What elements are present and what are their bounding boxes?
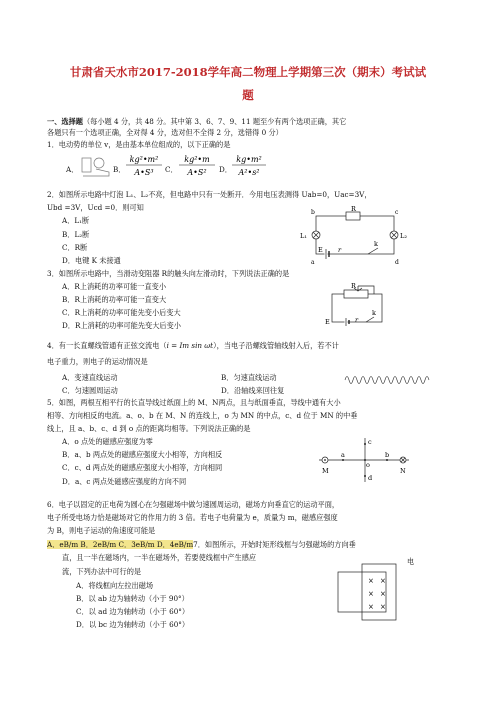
q1-b-numerator: kg²•m² [129, 155, 159, 164]
q3-label-r-rheostat: R [351, 282, 356, 290]
q4-stem-2: 电子重力，则电子的运动情况是 [47, 357, 148, 366]
q2-option-a: A．L₁断 [62, 216, 90, 225]
q5-point-c [364, 443, 366, 445]
q7-stem-a: 7．如图所示，开始时矩形线框与匀强磁场的方向垂 [193, 540, 356, 549]
q3-rheostat-r [344, 290, 368, 298]
q7-stem-c: 电 [407, 557, 415, 566]
q3-option-d: D．R上消耗的功率可能先变大后变小 [62, 321, 181, 330]
q3-option-a: A．R上消耗的功率可能一直变小 [62, 282, 167, 291]
section-instructions [47, 117, 346, 127]
q4-option-c: C．匀速圆周运动 [62, 386, 118, 395]
q2-label-d: d [395, 259, 399, 266]
q6-answer-options: A．eB/m B．2eB/m C．3eB/m D．4eB/m [47, 540, 194, 549]
q3-label-r-internal: r [355, 316, 359, 324]
q2-label-c: c [395, 209, 399, 216]
q4-formula: i = Im sin ωt [166, 341, 214, 350]
q1-d-numerator: kg•m² [236, 155, 262, 164]
q2-label-l1: L₁ [300, 232, 307, 240]
q5-point-b [386, 459, 388, 461]
q2-label-a: a [311, 259, 315, 266]
q2-option-d: D．电键 K 未接通 [62, 256, 121, 265]
q5-option-b: B．a、b 两点处的磁感应强度大小相等，方向相反 [62, 450, 223, 459]
q2-option-c: C．R断 [62, 243, 88, 252]
q7-field-mark-2: × [380, 577, 386, 585]
q6-line3: 为 B，则电子运动的角速度可能是 [47, 526, 156, 535]
q7-option-a: A．将线框向左拉出磁场 [76, 581, 154, 590]
q1-option-c-label: C． [165, 165, 178, 174]
q2-label-r-internal: r [338, 246, 342, 254]
q4-stem-b: ），当电子沿螺线管轴线射入后，若不计 [213, 341, 339, 350]
q2-label-e: E [318, 246, 323, 254]
q4-option-d: D．沿轴线来回往复 [221, 386, 285, 395]
q5-label-a: a [341, 451, 345, 459]
q3-option-c: C．R上消耗的功率可能先变小后变大 [62, 308, 181, 317]
exam-title-line2: 题 [242, 88, 254, 102]
q5-label-d: d [368, 474, 373, 482]
q7-field-mark-3: × [368, 590, 374, 598]
q2-stem-2: Ubd =3V，Ucd =0．则可知 [47, 203, 144, 212]
q5-label-n: N [400, 467, 406, 475]
q4-stem [47, 341, 339, 351]
q2-option-b: B．L₂断 [62, 230, 90, 239]
q6-line2: 电子所受电场力恰是磁场对它的作用力的 3 倍。若电子电荷量为 e，质量为 m，磁感应强度 [47, 513, 338, 522]
q5-point-a [342, 459, 344, 461]
q7-field-mark-4: × [380, 590, 386, 598]
q2-label-k: k [374, 240, 378, 248]
q5-label-o: o [366, 461, 370, 469]
q1-option-d-fraction [230, 153, 268, 179]
q1-d-denominator: A²•s² [238, 168, 260, 177]
q2-label-b: b [311, 209, 315, 216]
q5-option-a: A．o 点处的磁感应强度为零 [62, 437, 153, 446]
q1-option-d-label: D． [219, 165, 232, 174]
q2-switch-k [368, 248, 378, 254]
q7-option-c: C．以 ad 边为轴转动（小于 60°） [76, 607, 190, 616]
q1-option-a-label: A． [66, 165, 79, 174]
q2-label-l2: L₂ [400, 232, 407, 240]
q2-circuit-diagram [296, 205, 412, 266]
exam-title-line1: 甘肃省天水市2017-2018学年高二物理上学期第三次（期末）考试试 [69, 65, 427, 79]
q4-solenoid-coil [345, 377, 429, 384]
q7-field-mark-5: × [368, 603, 374, 611]
section-heading: 一、选择题 [47, 117, 83, 126]
q5-label-c: c [368, 438, 372, 446]
q2-label-r-resistor: R [351, 205, 356, 213]
q7-field-mark-1: × [368, 577, 374, 585]
q5-point-d [364, 475, 366, 477]
q5-wires-diagram [313, 436, 413, 486]
q1-b-denominator: A•S³ [134, 168, 154, 177]
q4-option-a: A．变速直线运动 [62, 373, 118, 382]
q3-option-b: B．R上消耗的功率可能一直变大 [62, 295, 167, 304]
q5-line1: 5．如图，两根互相平行的长直导线过纸面上的 M、N两点，且与纸面垂直，导线中通有大小 [47, 398, 341, 407]
q4-solenoid-diagram [345, 373, 431, 387]
q6-q7-line [47, 540, 356, 550]
q5-option-d: D．a、c 两点处磁感应强度的方向不同 [62, 477, 187, 486]
q7-loop-diagram [330, 558, 398, 624]
q1-c-denominator: A•S² [187, 168, 207, 177]
q5-line2: 相等、方向相反的电流。a、o、b 在 M、N 的连线上，o 为 MN 的中点，c、d 位于 MN 的中垂 [47, 411, 358, 420]
q1-option-b-fraction [124, 153, 164, 179]
section-instructions-2: 各题只有一个选项正确，全对得 4 分，选对但不全得 2 分，选错得 0 分） [47, 128, 283, 137]
q1-option-b-label: B． [113, 165, 126, 174]
q3-stem: 3．如图所示电路中，当滑动变阻器 R的触头向左滑动时，下列说法正确的是 [47, 269, 290, 278]
q3-label-k: k [372, 309, 376, 317]
q1-stem: 1．电动势的单位 v，是由基本单位组成的，以下正确的是 [47, 140, 231, 149]
q4-stem-a: 4．有一长直螺线管通有正弦交流电（ [47, 341, 167, 350]
q7-option-b: B．以 ab 边为轴转动（小于 90°） [76, 594, 189, 603]
q3-switch-k [366, 317, 374, 322]
q7-stem-d: 流，下列办法中可行的是 [62, 567, 142, 576]
q1-c-numerator: kg²•m [184, 155, 210, 164]
q3-circuit-diagram [324, 280, 386, 328]
q2-resistor-r [346, 212, 360, 220]
q7-field-mark-6: × [380, 603, 386, 611]
q7-option-d: D．以 bc 边为轴转动（小于 60°） [76, 620, 190, 629]
q6-line1: 6．电子以固定的正电荷为圆心在匀强磁场中做匀速圆周运动，磁场方向垂直它的运动平面， [47, 500, 340, 509]
q1-option-a-image [79, 152, 115, 178]
q5-line3: 线上，且 a、b、c、d 到 o 点的距离均相等。下列说法正确的是 [47, 424, 251, 433]
q7-stem-b: 直，且一半在磁场内，一半在磁场外，若要使线框中产生感应 [62, 553, 257, 562]
q5-label-b: b [385, 451, 390, 459]
section-instructions-1: （每小题 4 分，共 48 分。其中第 3、6、7、9、11 题至少有两个选项正确，其它 [82, 117, 347, 126]
q3-label-e: E [325, 318, 330, 326]
q4-option-b: B．匀速直线运动 [221, 373, 277, 382]
q1-option-c-fraction [177, 153, 217, 179]
q2-stem: 2．如图所示电路中灯泡 L₁、L₂不亮，但电路中只有一处断开．今用电压表测得 Uab=0，Uac=3V， [47, 190, 372, 199]
q5-label-m: M [322, 467, 329, 475]
q5-option-c: C．c、d 两点处的磁感应强度大小相等，方向相同 [62, 463, 223, 472]
